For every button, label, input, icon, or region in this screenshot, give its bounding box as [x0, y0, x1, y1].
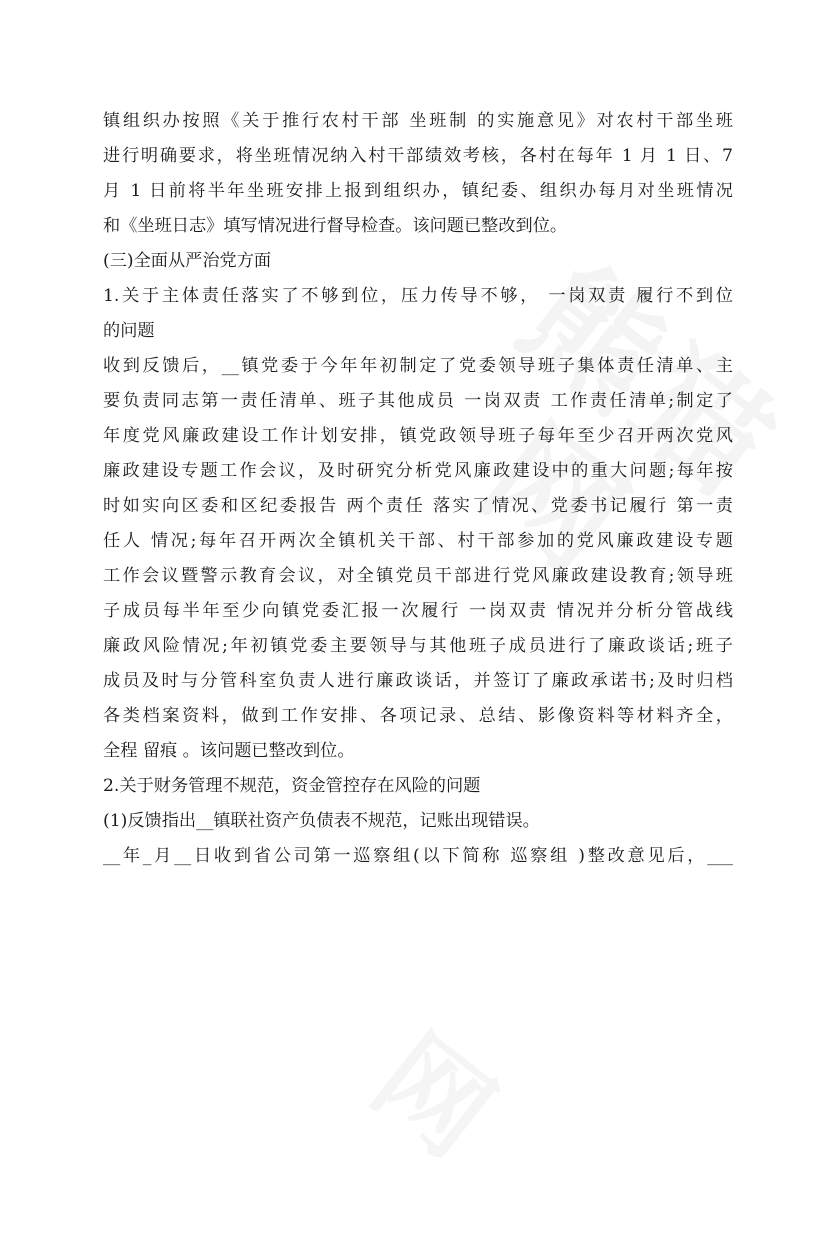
text-line: 1.关于主体责任落实了不够到位，压力传导不够， 一岗双责 履行不到位	[103, 286, 733, 306]
text-line: 和《坐班日志》填写情况进行督导检查。该问题已整改到位。	[103, 216, 568, 236]
text-line: 收到反馈后，__镇党委于今年年初制定了党委领导班子集体责任清单、主	[103, 356, 733, 376]
text-line: (三)全面从严治党方面	[103, 251, 272, 271]
text-line: 成员及时与分管科室负责人进行廉政谈话，并签订了廉政承诺书;及时归档	[103, 671, 733, 691]
text-line: 要负责同志第一责任清单、班子其他成员 一岗双责 工作责任清单;制定了	[103, 391, 733, 411]
text-line: 时如实向区委和区纪委报告 两个责任 落实了情况、党委书记履行 第一责	[103, 496, 733, 516]
text-line: 各类档案资料，做到工作安排、各项记录、总结、影像资料等材料齐全，	[103, 706, 733, 726]
text-line: 年度党风廉政建设工作计划安排，镇党政领导班子每年至少召开两次党风	[103, 426, 733, 446]
text-line: 月 1 日前将半年坐班安排上报到组织办，镇纪委、组织办每月对坐班情况	[103, 181, 733, 201]
text-line: __年_月__日收到省公司第一巡察组(以下简称 巡察组 )整改意见后，___	[103, 846, 733, 866]
text-line: 子成员每半年至少向镇党委汇报一次履行 一岗双责 情况并分析分管战线	[103, 601, 733, 621]
text-line: 2.关于财务管理不规范，资金管控存在风险的问题	[103, 776, 481, 796]
text-line: 的问题	[103, 321, 155, 341]
text-line: 全程 留痕 。该问题已整改到位。	[103, 741, 355, 761]
document-body	[103, 104, 733, 874]
text-line: 任人 情况;每年召开两次全镇机关干部、村干部参加的党风廉政建设专题	[103, 531, 733, 551]
text-line: 廉政建设专题工作会议，及时研究分析党风廉政建设中的重大问题;每年按	[103, 461, 733, 481]
text-line: 廉政风险情况;年初镇党委主要领导与其他班子成员进行了廉政谈话;班子	[103, 636, 733, 656]
text-line: (1)反馈指出__镇联社资产负债表不规范，记账出现错误。	[103, 811, 540, 831]
text-line: 进行明确要求，将坐班情况纳入村干部绩效考核，各村在每年 1 月 1 日、7	[103, 146, 733, 166]
watermark-fragment	[358, 993, 602, 1226]
text-line: 工作会议暨警示教育会议，对全镇党员干部进行党风廉政建设教育;领导班	[103, 566, 733, 586]
text-line: 镇组织办按照《关于推行农村干部 坐班制 的实施意见》对农村干部坐班	[103, 111, 733, 131]
